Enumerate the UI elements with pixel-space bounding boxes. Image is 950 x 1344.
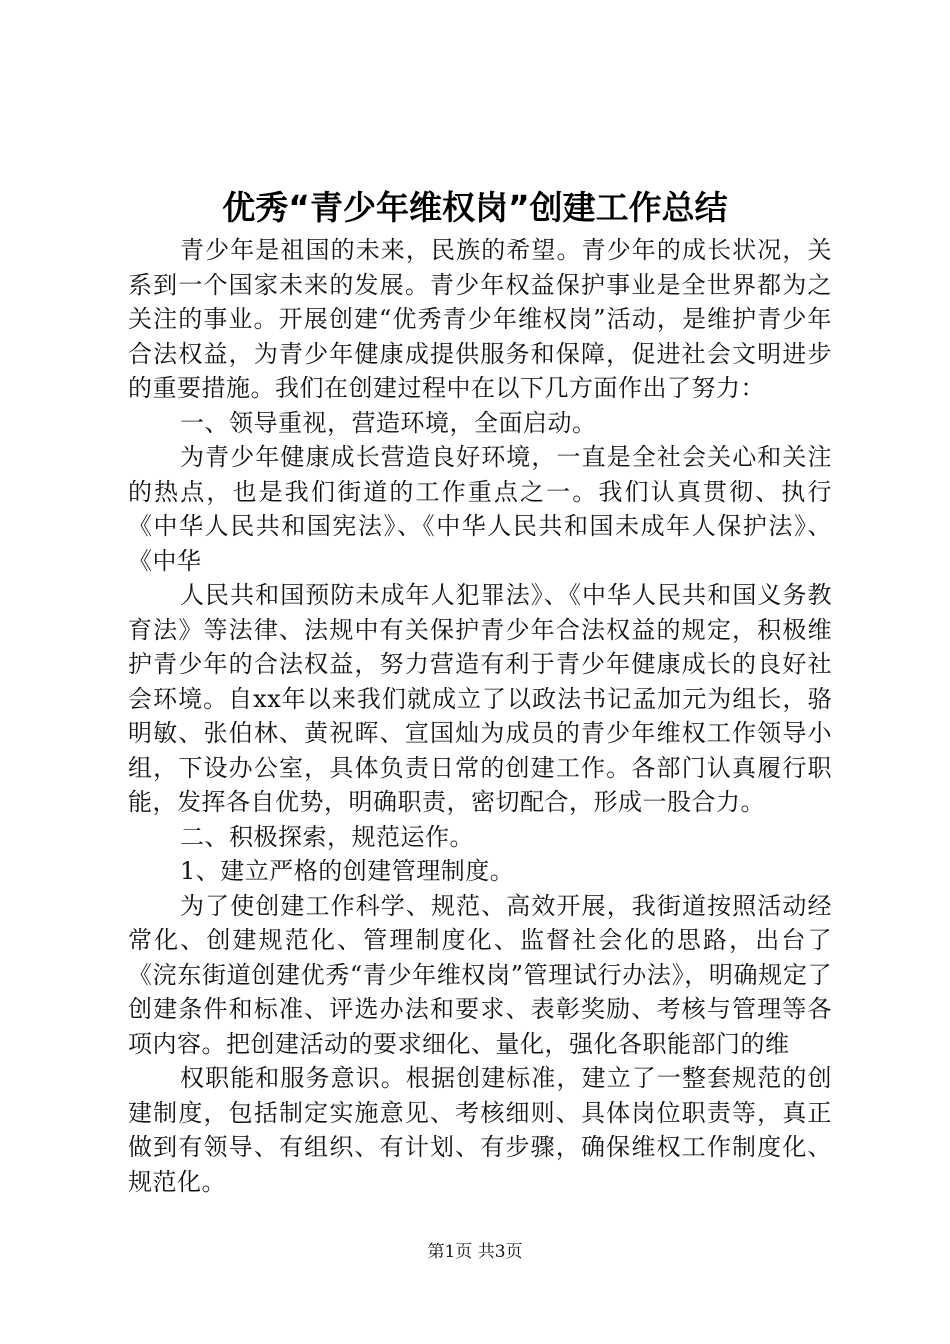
section-heading-2: 二、积极探索，规范运作。 <box>180 822 474 851</box>
document-title: 优秀“青少年维权岗”创建工作总结 <box>222 188 728 227</box>
page-footer: 第1页 共3页 <box>427 1242 523 1262</box>
paragraph-6: 为了使创建工作科学、规范、高效开展，我街道按照活动经常化、创建规范化、管理制度化、监督社会化的思路，出台了《浣东街道创建优秀“青少年维权岗”管理试行办法》，明确规定了创建条件和标准、评选办法和要求、表彰奖励、考核与管理等各项内容。把创建活动的要求细化、量化，强化各职能部门的维 <box>128 891 832 1058</box>
section-heading-1: 一、领导重视，营造环境，全面启动。 <box>180 408 597 437</box>
paragraph-7: 权职能和服务意识。根据创建标准，建立了一整套规范的创建制度，包括制定实施意见、考核细则、具体岗位职责等，真正做到有领导、有组织、有计划、有步骤，确保维权工作制度化、规范化。 <box>128 1064 832 1196</box>
paragraph-2: 为青少年健康成长营造良好环境，一直是全社会关心和关注的热点，也是我们街道的工作重点之一。我们认真贯彻、执行《中华人民共和国宪法》、《中华人民共和国未成年人保护法》、《中华 <box>128 443 832 575</box>
subsection-heading-1: 1、建立严格的创建管理制度。 <box>180 857 515 885</box>
document-body <box>128 233 832 1199</box>
paragraph-intro: 青少年是祖国的未来，民族的希望。青少年的成长状况，关系到一个国家未来的发展。青少年权益保护事业是全世界都为之关注的事业。开展创建“优秀青少年维权岗”活动，是维护青少年合法权益，为青少年健康成提供服务和保障，促进社会文明进步的重要措施。我们在创建过程中在以下几方面作出了努力： <box>128 236 832 402</box>
paragraph-3: 人民共和国预防未成年人犯罪法》、《中华人民共和国义务教育法》等法律、法规中有关保护青少年合法权益的规定，积极维护青少年的合法权益，努力营造有利于青少年健康成长的良好社会环境。自xx年以来我们就成立了以政法书记孟加元为组长，骆明敏、张伯林、黄祝晖、宣国灿为成员的青少年维权工作领导小组，下设办公室，具体负责日常的创建工作。各部门认真履行职能，发挥各自优势，明确职责，密切配合，形成一股合力。 <box>128 581 832 816</box>
